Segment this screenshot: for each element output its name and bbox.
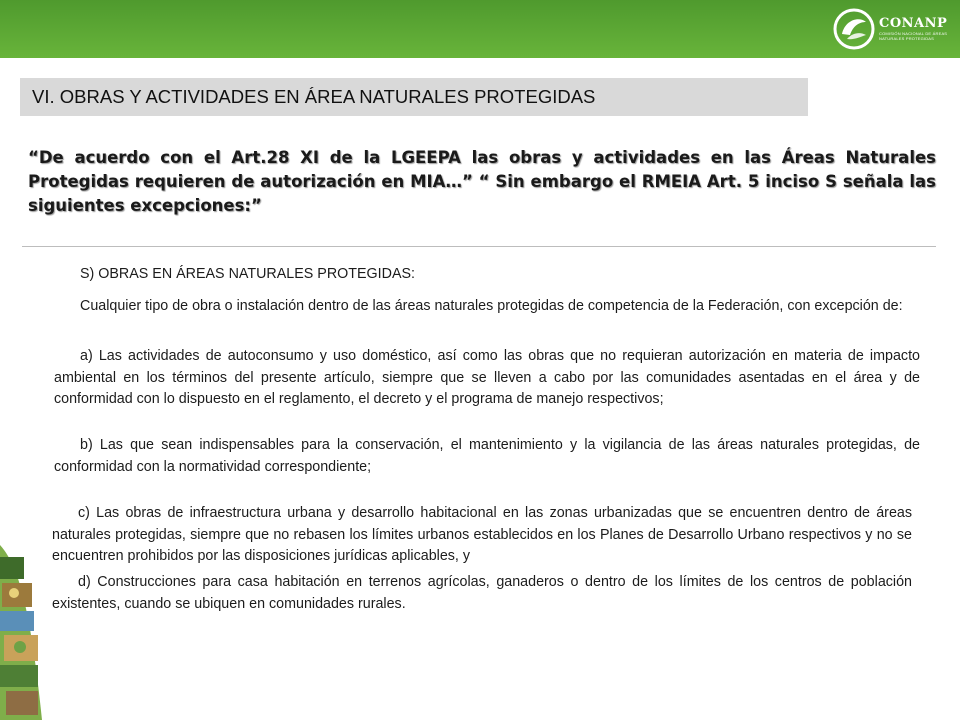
logo-name: CONANP: [879, 16, 948, 31]
document-item-d: d) Construcciones para casa habitación en terrenos agrícolas, ganaderos o dentro de los límites de los centros de población existentes, cuando se ubiquen en comunidades rurales.: [52, 574, 912, 612]
document-heading: S) OBRAS EN ÁREAS NATURALES PROTEGIDAS:: [80, 266, 415, 282]
conanp-logo: [833, 8, 949, 50]
document-item-a: a) Las actividades de autoconsumo y uso doméstico, así como las obras que no requieran autorización en materia de impacto ambiental en los términos del presente artículo, siempre que se lleven a cabo por las comunidades asentadas en el área y de conformidad con lo dispuesto en el reglamento, el decreto y el programa de manejo respectivos;: [54, 348, 920, 407]
document-item-c: c) Las obras de infraestructura urbana y desarrollo habitacional en las zonas urbanizadas que se encuentren dentro de áreas naturales protegidas, siempre que no rebasen los límites urbanos establecidos en los Planes de Desarrollo Urbano respectivos y no se encuentren prohibidos por las disposiciones jurídicas aplicables, y: [52, 505, 912, 564]
header-band: [0, 0, 960, 58]
section-title: VI. OBRAS Y ACTIVIDADES EN ÁREA NATURALES PROTEGIDAS: [20, 78, 808, 116]
logo-subtitle: COMISIÓN NACIONAL DE ÁREAS NATURALES PROTEGIDAS: [879, 31, 948, 41]
document-intro: Cualquier tipo de obra o instalación dentro de las áreas naturales protegidas de competencia de la Federación, con excepción de:: [80, 298, 903, 314]
divider: [22, 246, 936, 247]
conanp-leaf-logo-icon: [833, 8, 875, 50]
document-item-b: b) Las que sean indispensables para la conservación, el mantenimiento y la vigilancia de las áreas naturales protegidas, de conformidad con la normatividad correspondiente;: [54, 437, 920, 475]
nature-photo-collage-icon: [0, 545, 44, 720]
quote-text: “De acuerdo con el Art.28 XI de la LGEEPA las obras y actividades en las Áreas Naturales Protegidas requieren de autorización en MIA…” “ Sin embargo el RMEIA Art. 5 inciso S señala las siguientes excepciones:”: [28, 148, 936, 215]
